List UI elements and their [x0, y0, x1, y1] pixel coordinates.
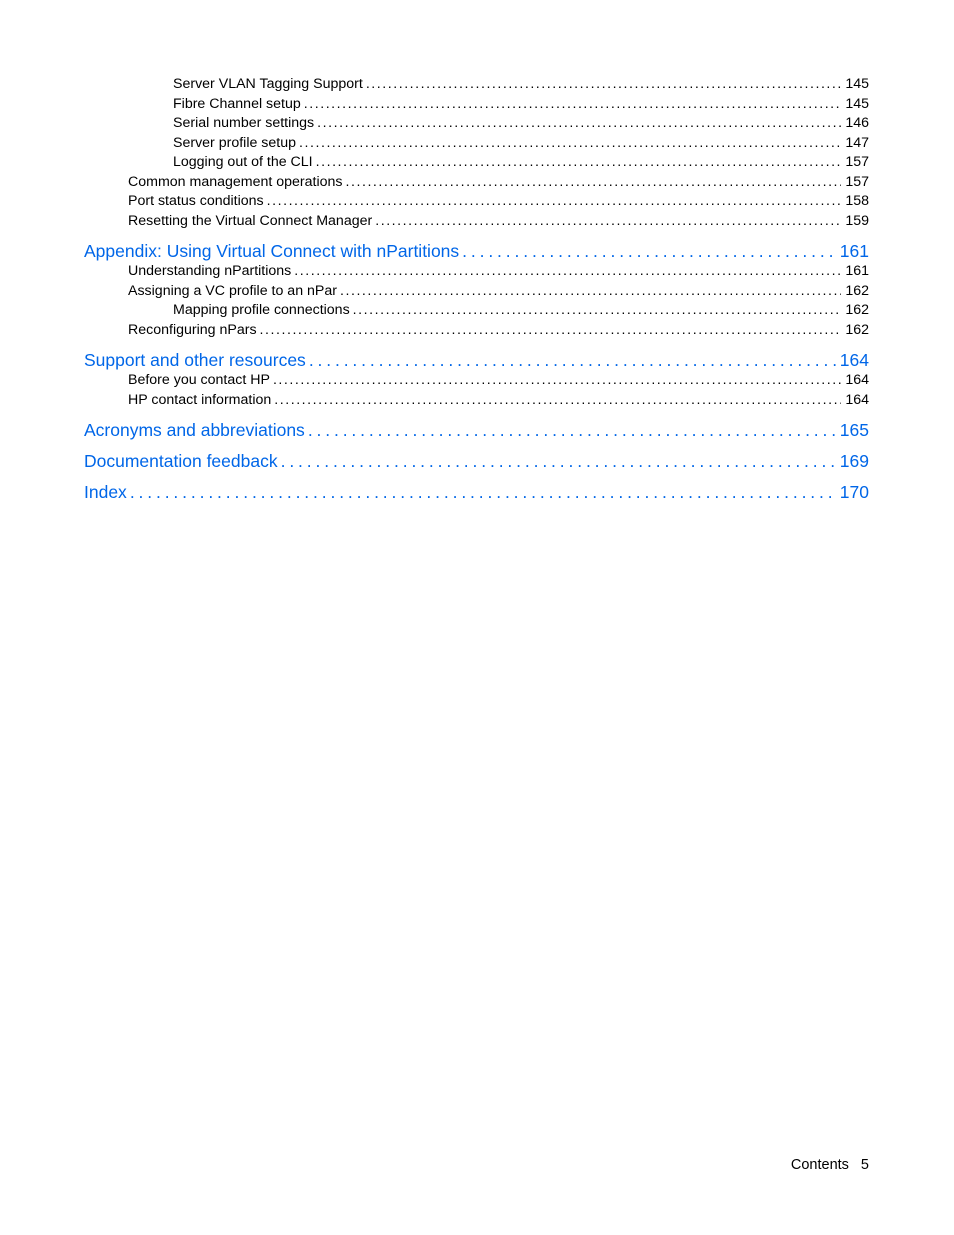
toc-entry[interactable] [84, 450, 869, 472]
toc-entry[interactable] [84, 240, 869, 262]
toc-entry-page-number: 169 [839, 451, 869, 471]
dot-leader [274, 391, 841, 411]
toc-entry-title: Appendix: Using Virtual Connect with nPartitions [84, 241, 460, 261]
dot-leader [304, 95, 842, 115]
dot-leader [366, 75, 842, 95]
dot-leader [281, 450, 836, 472]
toc-entry[interactable] [84, 282, 869, 302]
toc-entry-page-number: 170 [839, 482, 869, 502]
dot-leader [294, 262, 841, 282]
dot-leader [375, 212, 841, 232]
toc-entry[interactable] [84, 173, 869, 193]
toc-entry-page-number: 162 [845, 282, 869, 299]
dot-leader [273, 371, 841, 391]
toc-entry-page-number: 164 [845, 372, 869, 388]
dot-leader [309, 349, 836, 371]
toc-entry-page-number: 157 [845, 154, 869, 170]
toc-entry[interactable] [84, 192, 869, 212]
toc-entry-title: Assigning a VC profile to an nPar [128, 282, 337, 299]
toc-entry-page-number: 165 [839, 420, 869, 440]
dot-leader [308, 419, 836, 441]
toc-entry-title: Documentation feedback [84, 451, 278, 471]
toc-entry-title: Reconfiguring nPars [128, 321, 257, 338]
toc-entry[interactable] [84, 262, 869, 282]
toc-entry-page-number: 145 [845, 76, 869, 92]
toc-entry[interactable] [84, 153, 869, 173]
toc-entry[interactable] [84, 391, 869, 411]
toc-entry[interactable] [84, 321, 869, 341]
toc-entry-page-number: 145 [845, 95, 869, 112]
toc-entry-title: Before you contact HP [128, 372, 270, 388]
toc-entry-title: HP contact information [128, 391, 272, 408]
footer-section-label: Contents [790, 1157, 849, 1173]
dot-leader [260, 321, 842, 341]
toc-entry-title: Support and other resources [84, 350, 306, 370]
toc-entry-title: Serial number settings [173, 115, 315, 131]
dot-leader [462, 240, 836, 262]
dot-leader [130, 481, 836, 503]
page-footer [791, 1157, 869, 1173]
toc-entry[interactable] [84, 212, 869, 232]
dot-leader [346, 173, 842, 193]
toc-entry-page-number: 158 [845, 193, 869, 209]
dot-leader [299, 134, 841, 154]
toc-entry[interactable] [84, 95, 869, 115]
toc-entry-title: Fibre Channel setup [173, 95, 301, 112]
toc-entry-page-number: 164 [839, 350, 869, 370]
toc-entry-page-number: 162 [845, 302, 869, 318]
toc-entry-title: Server VLAN Tagging Support [173, 76, 363, 92]
toc-entry[interactable] [84, 75, 869, 95]
footer-page-number: 5 [860, 1157, 869, 1173]
toc-entry[interactable] [84, 419, 869, 441]
toc-entry-title: Server profile setup [173, 134, 297, 151]
toc-entry-title: Acronyms and abbreviations [84, 420, 305, 440]
toc-entry-page-number: 146 [845, 115, 869, 131]
toc-entry[interactable] [84, 481, 869, 503]
toc-entry-title: Port status conditions [128, 193, 264, 209]
toc-entry-page-number: 159 [845, 212, 869, 229]
toc-entry[interactable] [84, 301, 869, 321]
toc-entry-title: Logging out of the CLI [173, 154, 313, 170]
toc-entry-page-number: 162 [845, 321, 869, 338]
toc-entry-page-number: 161 [845, 263, 869, 279]
toc-entry-title: Resetting the Virtual Connect Manager [128, 212, 373, 229]
toc-entry[interactable] [84, 134, 869, 154]
toc-entry-page-number: 161 [839, 241, 869, 261]
dot-leader [340, 282, 841, 302]
toc-entry[interactable] [84, 114, 869, 134]
toc-entry-title: Common management operations [128, 173, 343, 190]
dot-leader [316, 153, 842, 173]
toc-entry-page-number: 164 [845, 391, 869, 408]
dot-leader [267, 192, 842, 212]
dot-leader [317, 114, 841, 134]
toc-entry-page-number: 147 [845, 134, 869, 151]
toc-entry-title: Mapping profile connections [173, 302, 350, 318]
table-of-contents [84, 75, 869, 503]
dot-leader [353, 301, 842, 321]
toc-entry-title: Understanding nPartitions [128, 263, 292, 279]
toc-entry[interactable] [84, 349, 869, 371]
toc-entry-title: Index [84, 482, 127, 502]
toc-entry[interactable] [84, 371, 869, 391]
toc-entry-page-number: 157 [845, 173, 869, 190]
